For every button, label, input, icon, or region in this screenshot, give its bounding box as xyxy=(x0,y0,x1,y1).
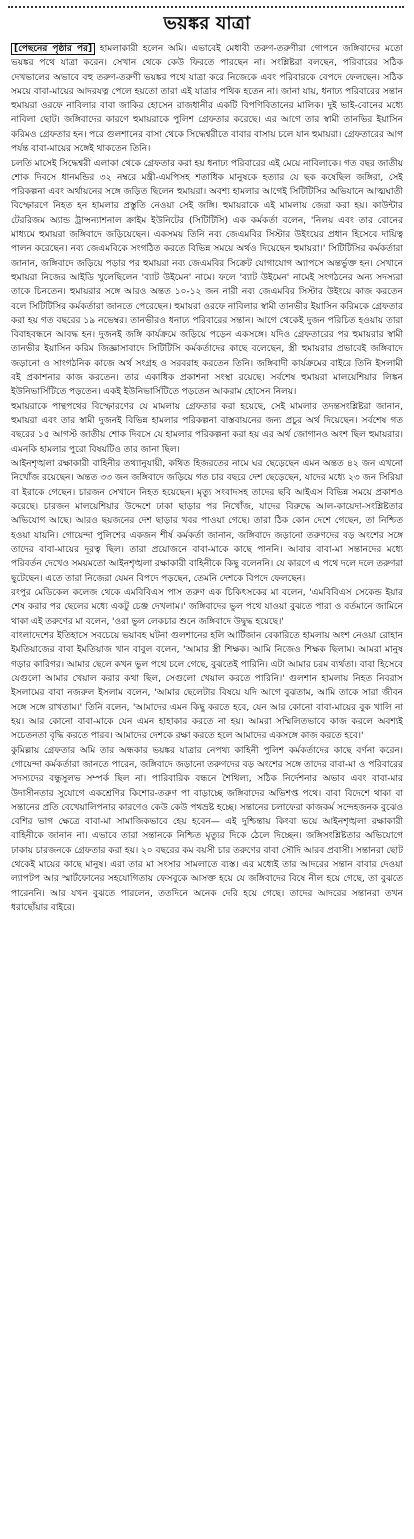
paragraph-6: বাংলাদেশের ইতিহাসে সবচেয়ে ভয়াবহ ঘটনা গুলশানের হলি আর্টিজান বেকারিতে হামলায় অংশ নেওয়া রোহান ইমতিয়াজের বাবা ইমতিয়াজ খান বাবুল বলেন, 'আমার স্ত্রী শিক্ষক। আমি নিজেও শিক্ষক ছিলাম। আমরা মানুষ গড়ার কারিগর। আমার ছেলে কখন ভুল পথে চলে গেছে, বুঝতেই পারিনি। এটা আমার চরম ব্যর্থতা। বাবা হিসেবে যেগুলো আমার খেয়াল করার কথা ছিল, সেগুলো খেয়াল করতে পারিনি।' গুলশান হামলায় নিহত নিবরাস ইসলামের বাবা নজরুল ইসলাম বলেন, 'আমার ছেলেটার বিষয়ে যদি আগে বুঝতাম, আমি তাকে সারা জীবন সঙ্গে সঙ্গে রাখতাম।' তিনি বলেন, 'আমাদের এমন কিছু করতে হবে, যেন আর কোনো বাবা-মায়ের বুক খালি না হয়। আর কোনো বাবা-মাকে যেন এমন হাহাকার করতে না হয়। আমরা সম্মিলিতভাবে কাজ করলে অবশ্যই সচেতনতা বৃদ্ধি করতে পারব। আমাদের দেশকে রক্ষা করতে হলে আমাদের একসঙ্গে কাজ করতে হবে।' xyxy=(11,631,403,742)
paragraph-1-text: হামলাকারী হলেন অমি। এভাবেই মেধাবী তরুণ-তরুণীরা গোপনে জঙ্গিবাদের মতো ভয়ঙ্কর পথে যাত্রা করেন। সেখান থেকে কেউ ফিরতে পারছেন না। সংশ্লিষ্টরা বলছেন, পরিবারের সঠিক দেখভালের অভাবে বহু তরুণ-তরুণী ভয়ঙ্কর পথে যাত্রা করে নিজেকে এবং পরিবারকে বেপদে ফেলছেন। সঠিক সময়ে বাবা-মায়ের আদরযত্ন পেলে হয়তো তারা এই যাত্রার পথিক হতেন না। জানা যায়, ধনাঢ্য পরিবারের সন্তান হুমায়রা ওরফে নাবিলার বাবা জাকির হোসেন রাজধানীর একটি বিপণিবিতানের মালিক। দুই ভাই-বোনের মধ্যে নাবিলা ছোট। জঙ্গিবাদের কারণে হুমায়রাকে পুলিশ গ্রেফতার করেছে। এর আগে তার স্বামী তানভির ইয়াসিন করিমও গ্রেফতার হন। পরে গুলশানের বাসা থেকে সিদ্ধেশ্বরীতে বাবার বাসায় চলে যান হুমায়রা। গ্রেফতারের আগ পর্যন্ত বাবা-মায়ের সঙ্গেই থাকতেন তিনি। xyxy=(11,44,403,155)
top-dotted-rule xyxy=(8,6,404,8)
paragraph-2: চলতি মাসেই সিদ্ধেশ্বরী এলাকা থেকে গ্রেফতার করা হয় ধনাঢ্য পরিবারের এই মেয়ে নাবিলাকে। গত বছর জাতীয় শোক দিবসে ধানমন্ডির ৩২ নম্বরে মন্ত্রী-এমপিসহ শতাধিক মানুষকে হত্যার যে ছক কষেছিল জঙ্গিরা, সেই পরিকল্পনা এবং অর্থায়নের সঙ্গে জড়িত ছিলেন হুমায়রা। অবশ্য হামলার আগেই সিটিটিসির অভিযানে আত্মঘাতী বিস্ফোরণে নিহত হন হামলার প্রস্তুতি নেওয়া সেই জঙ্গি। হুমায়রাকে এই মামলায় জেরা করা হয়। কাউন্টার টেররিজম অ্যান্ড ট্রান্সন্যাশনাল ক্রাইম ইউনিটের (সিটিটিসি) এক কর্মকর্তা বলেন, 'নিলয় এবং তার বোনের মাধ্যমে হুমায়রা জঙ্গিবাদে জড়িয়েছেন। একসময় তিনি নব্য জেএমবির সিস্টার উইংয়ের প্রধান হিসেবে দায়িত্ব পালন করেছেন। নব্য জেএমবিকে সংগঠিত করতে বিভিন্ন সময়ে অর্থও দিয়েছেন হুমায়রা।' সিটিটিসির কর্মকর্তারা জানান, জঙ্গিবাদে জড়িয়ে পড়ার পর হুমায়রা নব্য জেএমবির সিক্রেট যোগাযোগ অ্যাপসে অন্তর্ভুক্ত হন। সেখানে হুমায়রা নিজের আইডি খুলেছিলেন 'ব্যাট উইমেন' নামে। ফলে 'ব্যাট উইমেন' নামেই সংগঠনের অন্য সদস্যরা তাকে চিনতেন। হুমায়রার সঙ্গে আরও অন্তত ১০-১২ জন নারী নব্য জেএমবির সিস্টার উইংয়ে কাজ করতেন বলে সিটিটিসির কর্মকর্তারা জানতে পেরেছেন। হুমায়রা ওরফে নাবিলার স্বামী তানভীর ইয়াসিন করিমকে গ্রেফতার করা হয় গত বছরের ১৯ নভেম্বর। তানভীরও ধনাঢ্য পরিবারের সন্তান। আগে থেকেই দুজন পরিচিত হওয়ায় তারা বিবাহবন্ধনে আবদ্ধ হন। দুজনই জঙ্গি কার্যক্রমে জড়িয়ে পড়েন একসঙ্গে। যদিও গ্রেফতারের পর হুমায়রার স্বামী তানভীর ইয়াসিন করিম জিজ্ঞাসাবাদে সিটিটিসি কর্মকর্তাদের কাছে বলেছেন, স্ত্রী হুমায়রার প্রভাবেই জঙ্গিবাদে জড়ানো ও সাংগঠনিক কাজে অর্থ সংগ্রহ ও সরবরাহ করতেন তিনি। জঙ্গিবাদী কার্যক্রমের বাইরে তিনি ইসলামী বই প্রকাশনার কাজ করতেন। তার একাধিক প্রকাশনা সংস্থা রয়েছে। সর্বশেষ হুমায়রা মালয়েশিয়ার লিঙ্কন ইউনিভার্সিটিতে পড়তেন। একই ইউনিভার্সিটিতে পড়তেন আকরাম হোসেন নিলয়। xyxy=(11,158,403,398)
headline: ভয়ঙ্কর যাত্রা xyxy=(163,13,251,34)
paragraph-5: রংপুর মেডিকেল কলেজ থেকে এমবিবিএস পাস তরুণ এক চিকিৎসকের মা বলেন, 'এমবিবিএস সেকেন্ড ইয়ার শেষ করার পর ছেলের মধ্যে একটু চেঞ্জ দেখলাম।' জঙ্গিবাদের ভুল পথে যাওয়া বুঝতে পারা ও বর্তমানে জামিনে থাকা এই তরুণের মা বলেন, 'ওরা ভুল লেকচার শুনে জঙ্গিবাদে উদ্বুদ্ধ হয়েছে।' xyxy=(11,588,403,627)
paragraph-7: কুমিল্লায় গ্রেফতার অমি তার অন্ধকার ভয়ঙ্কর যাত্রার নেপথ্য কাহিনী পুলিশ কর্মকর্তাদের কাছে বর্ণনা করেন। গোয়েন্দা কর্মকর্তারা জানতে পারেন, জঙ্গিবাদে জড়ানো তরুণদের বড় অংশের সঙ্গে তাদের বাবা-মা ও পরিবারের সদস্যদের বন্ধুসুলভ সম্পর্ক ছিল না। পারিবারিক বন্ধনে শৈথিল্য, সঠিক নির্দেশনার অভাব এবং বাবা-মার উদাসীনতার সুযোগে একশ্রেণির কিশোর-তরুণ পা বাড়াচ্ছে জঙ্গিবাদের অভিশপ্ত পথে। বাবা বিদেশে থাকা বা সন্তানের প্রতি বেখেয়ালিপনার কারণেও কেউ কেউ পথভ্রষ্ট হচ্ছে। সন্তানের চলাফেরা কাজকর্ম সন্দেহজনক বুঝেও বেশির ভাগ ক্ষেত্রে বাবা-মা সামাজিকভাবে হেয় হবেন— এই দুশ্চিন্তায় কিংবা ভয়ে আইনশৃঙ্খলা রক্ষাকারী বাহিনীকে জানান না। এভাবে তারা সন্তানকে নিশ্চিত মৃত্যুর দিকে ঠেলে দিচ্ছেন। জঙ্গিসংশ্লিষ্টতার অভিযোগে ঢাকায় চারজনকে গ্রেফতার করা হয়। ২০ বছরের কম বয়সী চার তরুণের বাবা সৌদি আরব প্রবাসী। সন্তানরা ছোট থেকেই মায়ের কাছে মানুষ। এরা তার মা সংসার সামলাতে ব্যস্ত। এর মধ্যেই তার আদরের সন্তান বাবার দেওয়া ল্যাপটপ আর স্মার্টফোনের সহযোগিতায় ফেসবুকে আসক্ত হয়ে যে জঙ্গিবাদের বিষে নীল হয়ে গেছে, তা বুঝতে পারেননি। আর যখন বুঝতে পারলেন, ততদিনে অনেক দেরি হয়ে গেছে। তাদের আদরের সন্তানরা তখন ধরাছোঁয়ার বাইরে। xyxy=(11,745,403,913)
kicker-label xyxy=(11,43,95,55)
paragraph-1 xyxy=(11,42,403,156)
article-body xyxy=(11,42,403,1532)
paragraph-3: হুমায়রাকে পান্থপথের বিস্ফোরণের যে মামলায় গ্রেফতার করা হয়েছে, সেই মামলার তদন্তসংশ্লিষ্টরা জানান, হুমায়রা এবং তার স্বামী দুজনই বিভিন্ন হামলার পরিকল্পনা বাস্তবায়নের জন্য প্রচুর অর্থ দিয়েছেন। সর্বশেষ গত বছরের ১৫ আগস্ট জাতীয় শোক দিবসে যে হামলার পরিকল্পনা করা হয় এর অর্থ জোগানও অংশ ছিল হুমায়রার। এমনকি হামলার পুরো বিষয়টিও তার জানা ছিল। xyxy=(11,401,403,455)
continued-from-tag: [পেছনের পৃষ্ঠার পর] xyxy=(11,43,95,55)
paragraph-4: আইনশৃঙ্খলা রক্ষাকারী বাহিনীর তথ্যানুযায়ী, কথিত হিজরতের নামে ঘর ছেড়েছেন এমন অন্তত ৪২ জন এখনো নিখোঁজ রয়েছেন। অন্তত ৩৩ জন জঙ্গিবাদে জড়িয়ে গত চার বছরে দেশ ছেড়েছেন, যাদের মধ্যে ২৩ জন সিরিয়া বা ইরাকে গেছেন। চারজন সেখানে নিহত হয়েছেন। মৃত্যু সংবাদসহ তাদের ছবি আইএস বিভিন্ন সময়ে প্রকাশও করেছে। চারজন মালয়েশিয়ার উদ্দেশে ঢাকা ছাড়ার পর নিখোঁজ, যাদের বিরুদ্ধে আল-কায়েদা-সংশ্লিষ্টতার অভিযোগ আছে। আরও ছয়জনের দেশ ছাড়ার খবর পাওয়া গেছে। তারা ঠিক কোন দেশে গেছেন, তা নিশ্চিত হওয়া যায়নি। গোয়েন্দা পুলিশের একজন শীর্ষ কর্মকর্তা জানান, জঙ্গিবাদে জড়ানো তরুণদের বড় অংশের সঙ্গে তাদের বাবা-মায়ের দূরত্ব ছিল। তারা প্রয়োজনে বাবা-মাকে কাছে পাননি। আবার বাবা-মা সন্তানদের মধ্যে পরিবর্তন দেখেও সময়মতো আইনশৃঙ্খলা রক্ষাকারী বাহিনীকে কিছু বলেননি। যে কারণে এ পথে দলে দলে তরুণরা ছুটেছেন। এতে তারা নিজেরা যেমন বিপদে পড়ছেন, তেমনি দেশকে বিপদে ফেলছেন। xyxy=(11,459,403,584)
